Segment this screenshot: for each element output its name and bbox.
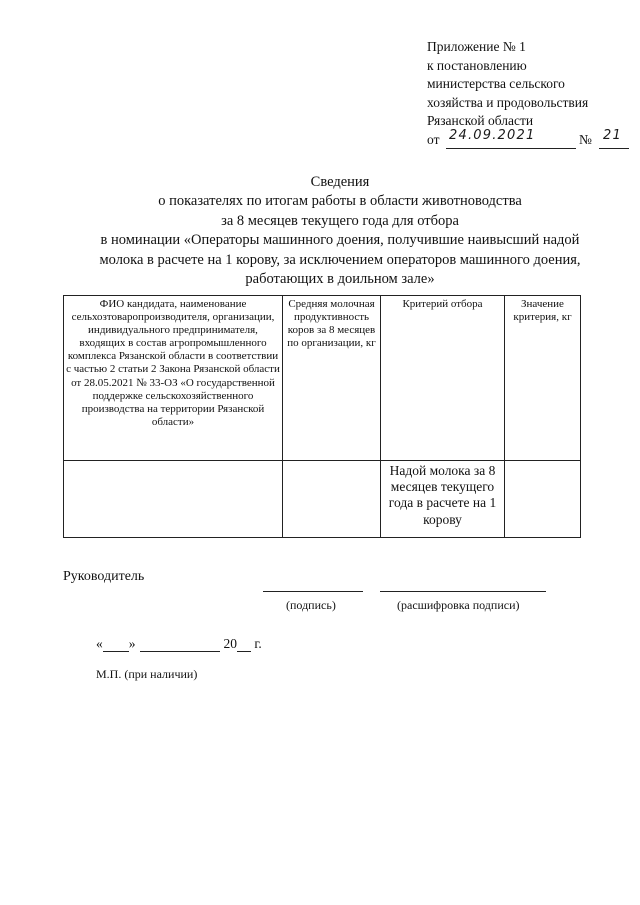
signature-decode-caption: (расшифровка подписи) xyxy=(397,598,520,612)
from-label: от xyxy=(427,131,440,147)
title-line: работающих в доильном зале» xyxy=(245,271,435,288)
header-cell-criterion: Критерий отбора xyxy=(381,296,505,461)
title-line: Сведения xyxy=(310,174,370,190)
quote-close: » xyxy=(128,636,136,651)
day-blank[interactable] xyxy=(103,637,129,652)
title-line: молока в расчете на 1 корову, за исключением операторов машинного доения, xyxy=(99,251,581,268)
signature-decode-line[interactable] xyxy=(380,591,546,592)
year-blank[interactable] xyxy=(237,637,251,652)
month-blank[interactable] xyxy=(140,637,220,652)
signature-caption: (подпись) xyxy=(286,598,336,612)
appendix-line: министерства сельского xyxy=(427,76,565,92)
document-title xyxy=(40,173,640,289)
signature-line[interactable] xyxy=(263,591,363,592)
cell-criterion: Надой молока за 8 месяцев текущего года в расчете на 1 корову xyxy=(381,461,505,538)
appendix-date-number-line xyxy=(427,127,632,151)
stamp-note: М.П. (при наличии) xyxy=(96,667,198,681)
criteria-table xyxy=(63,295,581,538)
year-suffix: г. xyxy=(254,636,262,651)
table-row xyxy=(64,461,581,538)
cell-candidate[interactable] xyxy=(64,461,283,538)
appendix-line: к постановлению xyxy=(427,57,527,73)
header-cell-candidate: ФИО кандидата, наименование сельхозтоваропроизводителя, организации, индивидуального предпринимателя, входящих в состав агропромышленного комплекса Рязанской области в соответствии с частью 2 статьи 2 Закона Рязанской области от 28.05.2021 № 33-ОЗ «О государственной поддержке сельскохозяйственного производства на территории Рязанской области» xyxy=(64,296,283,461)
title-line: в номинации «Операторы машинного доения, получившие наивысший надой xyxy=(100,232,580,249)
appendix-line: Приложение № 1 xyxy=(427,39,526,54)
head-label: Руководитель xyxy=(63,569,145,584)
title-line: о показателях по итогам работы в области животноводства xyxy=(158,193,522,210)
number-label: № xyxy=(579,131,592,147)
year-prefix: 20 xyxy=(223,636,237,651)
appendix-line: Рязанской области xyxy=(427,113,534,129)
date-field-row xyxy=(96,636,262,652)
header-cell-value: Значение критерия, кг xyxy=(505,296,581,461)
handwritten-number: 21 xyxy=(603,127,622,143)
header-cell-productivity: Средняя молочная продуктивность коров за 8 месяцев по организации, кг xyxy=(283,296,381,461)
quote-open: « xyxy=(96,636,103,651)
cell-productivity[interactable] xyxy=(283,461,381,538)
appendix-block xyxy=(427,38,632,151)
handwritten-date: 24.09.2021 xyxy=(449,127,536,143)
appendix-line: хозяйства и продовольствия xyxy=(427,94,589,110)
cell-value[interactable] xyxy=(505,461,581,538)
table-header-row xyxy=(64,296,581,461)
title-line: за 8 месяцев текущего года для отбора xyxy=(221,212,459,229)
